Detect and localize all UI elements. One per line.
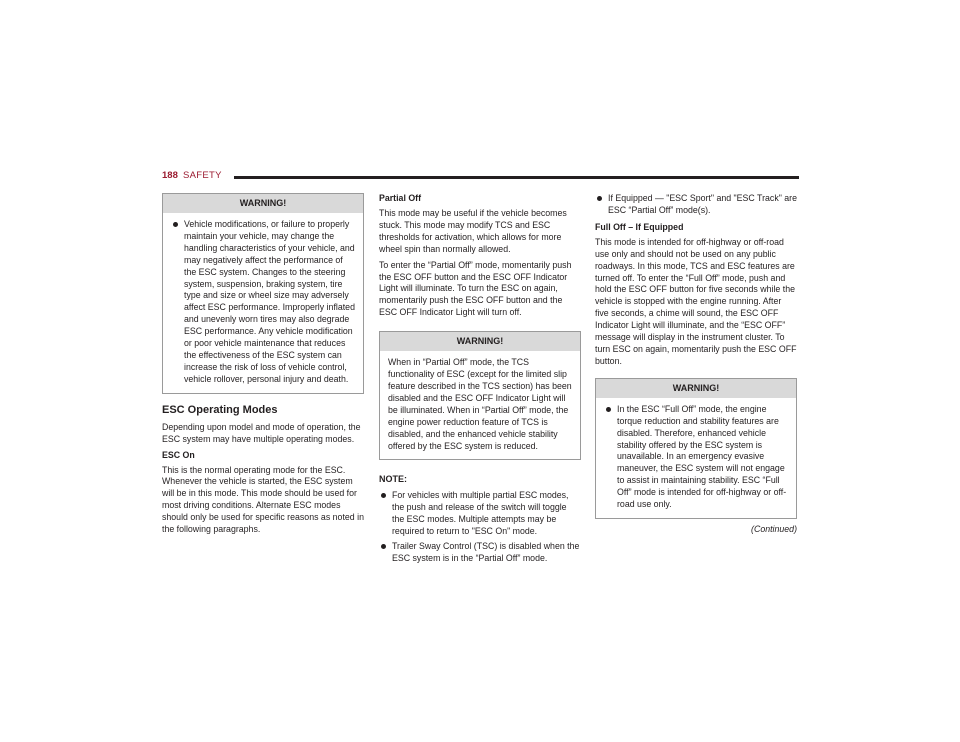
section-title: SAFETY bbox=[183, 170, 222, 181]
esc-sport-track-bullet bbox=[595, 193, 797, 217]
partial-off-paragraph-1: This mode may be useful if the vehicle becomes stuck. This mode may modify TCS and ESC thresholds for activation, which allows for more wheel spin than normally allowed. bbox=[379, 208, 567, 254]
warning-bullet bbox=[604, 404, 788, 511]
subheading-partial-off: Partial Off bbox=[379, 193, 422, 203]
warning-text: When in “Partial Off” mode, the TCS functionality of ESC (except for the limited slip feature described in the TCS section) has been disabled and the ESC OFF Indicator Light will be illuminated. When in “Partial Off” mode, the engine power reduction feature of TCS is disabled, and the enhanced vehicle stability offered by the ESC system is reduced. bbox=[388, 357, 572, 451]
note-text: For vehicles with multiple partial ESC modes, the push and release of the switch will toggle the ESC modes. Multiple attempts may be required to return to "ESC On" mode. bbox=[392, 490, 569, 537]
column-right bbox=[595, 193, 797, 536]
warning-title: WARNING! bbox=[380, 332, 580, 351]
warning-box-vehicle-modifications bbox=[162, 193, 364, 394]
esc-modes-intro: Depending upon model and mode of operation, the ESC system may have multiple operating modes. bbox=[162, 421, 361, 444]
note-title: NOTE: bbox=[379, 474, 407, 485]
section-heading-esc-operating-modes: ESC Operating Modes bbox=[162, 403, 278, 416]
partial-off-paragraph-2: To enter the “Partial Off” mode, momentarily push the ESC OFF button and the ESC OFF Indicator Light will illuminate. To turn the ESC on again, momentarily push the ESC OFF button and the ESC OFF Indicator Light will turn off. bbox=[379, 259, 572, 318]
bullet-icon bbox=[173, 222, 178, 227]
warning-title: WARNING! bbox=[596, 379, 796, 398]
column-left bbox=[162, 193, 364, 540]
page-header bbox=[162, 170, 799, 184]
subheading-esc-on: ESC On bbox=[162, 449, 195, 460]
esc-on-paragraph: This is the normal operating mode for the ESC. Whenever the vehicle is started, the ESC system will be in this mode. This mode should be used for most driving conditions. Alternate ESC modes should only be used for specific reasons as noted in the following paragraphs. bbox=[162, 464, 364, 535]
column-middle bbox=[379, 193, 581, 568]
warning-text: In the ESC “Full Off” mode, the engine torque reduction and stability features are disabled. Therefore, enhanced vehicle stability offered by the ESC system is unavailable. In an emergency evasive maneuver, the ESC system will not engage to assist in maintaining stability. ESC “Full Off” mode is intended for off-highway or off-road use only. bbox=[617, 403, 787, 510]
bullet-icon bbox=[381, 544, 386, 549]
header-rule bbox=[234, 176, 799, 179]
bullet-icon bbox=[381, 493, 386, 498]
warning-box-full-off bbox=[595, 378, 797, 519]
warning-bullet bbox=[171, 219, 355, 386]
note-bullet-2 bbox=[379, 541, 581, 565]
subheading-full-off: Full Off – If Equipped bbox=[595, 221, 684, 232]
bullet-icon bbox=[606, 407, 611, 412]
page-number: 188 bbox=[162, 170, 178, 181]
warning-text: Vehicle modifications, or failure to properly maintain your vehicle, may change the handling characteristics of your vehicle, and may negatively affect the performance of the ESC system. Changes to the steering system, suspension, braking system, tire type and size or wheel size may adversely affect ESC performance. Improperly inflated and unevenly worn tires may also degrade ESC performance. Any vehicle modification or poor vehicle maintenance that reduces the effectiveness of the ESC system can increase the risk of loss of vehicle control, vehicle rollover, personal injury and death. bbox=[184, 219, 355, 384]
bullet-icon bbox=[597, 196, 602, 201]
warning-title: WARNING! bbox=[163, 194, 363, 213]
full-off-paragraph: This mode is intended for off-highway or off-road use only and should not be used on any public roadways. In this mode, TCS and ESC features are turned off. To enter the “Full Off” mode, push and hold the ESC OFF button for five seconds while the vehicle is stopped with the engine running. After five seconds, a chime will sound, the ESC OFF Indicator Light will illuminate, and the “ESC OFF” message will display in the instrument cluster. To turn ESC on again, momentarily push the ESC OFF button. bbox=[595, 236, 797, 366]
continued-label: (Continued) bbox=[751, 523, 797, 534]
bullet-text: If Equipped — "ESC Sport" and "ESC Track" are ESC “Partial Off” mode(s). bbox=[608, 193, 798, 215]
note-bullet-1 bbox=[379, 490, 581, 538]
note-text: Trailer Sway Control (TSC) is disabled when the ESC system is in the “Partial Off” mode. bbox=[392, 540, 580, 563]
warning-box-partial-off bbox=[379, 331, 581, 460]
